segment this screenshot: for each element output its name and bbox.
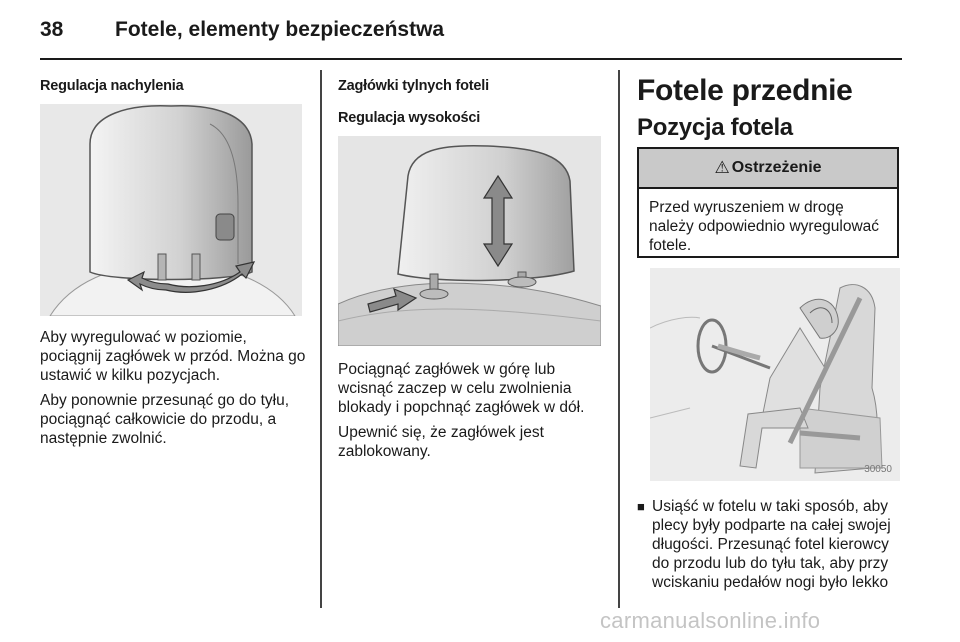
paragraph: Upewnić się, że zagłówek jest zablokowany. xyxy=(338,424,544,460)
paragraph: Aby ponownie przesunąć go do tyłu, pociągnąć całkowicie do przodu, a następnie zwolnić. xyxy=(40,392,290,447)
warning-box xyxy=(637,147,899,258)
headrest-tilt-figure xyxy=(40,104,302,316)
seat-position-figure xyxy=(650,268,900,481)
subheading-tilt-adjustment: Regulacja nachylenia xyxy=(40,78,184,94)
warning-header xyxy=(639,149,897,189)
column-divider-1 xyxy=(320,70,322,608)
watermark: carmanualsonline.info xyxy=(600,608,821,633)
section-heading: Fotele przednie xyxy=(637,74,853,107)
subheading-rear-headrests: Zagłówki tylnych foteli xyxy=(338,78,489,94)
subheading-height-adjustment: Regulacja wysokości xyxy=(338,110,481,126)
header-rule xyxy=(40,58,902,60)
warning-triangle-icon: ⚠ xyxy=(714,158,730,177)
col2-body xyxy=(338,360,613,467)
instruction-list-item xyxy=(637,497,907,592)
headrest-height-figure xyxy=(338,136,601,346)
paragraph: Pociągnąć zagłówek w górę lub wcisnąć zaczep w celu zwolnienia blokady i popchnąć zagłówek w dół. xyxy=(338,361,585,416)
page-title: Fotele, elementy bezpieczeństwa xyxy=(115,18,445,41)
warning-title: Ostrzeżenie xyxy=(731,159,822,176)
paragraph: Aby wyregulować w poziomie, pociągnij zagłówek w przód. Można go ustawić w kilku pozycjach. xyxy=(40,329,306,384)
subsection-heading: Pozycja fotela xyxy=(637,114,793,141)
figure-number: 30050 xyxy=(864,464,892,475)
column-divider-2 xyxy=(618,70,620,608)
col1-body xyxy=(40,328,310,454)
bullet-square-icon: ■ xyxy=(637,499,645,514)
page-number: 38 xyxy=(40,18,64,41)
bullet-text: Usiąść w fotelu w taki sposób, aby plecy były podparte na całej swojej długości. Przesunąć fotel kierowcy do przodu lub do tyłu tak, aby przy wciskaniu pedałów nogi było lekko xyxy=(652,498,891,591)
warning-text: Przed wyruszeniem w drogę należy odpowiednio wyregulować fotele. xyxy=(649,199,880,254)
